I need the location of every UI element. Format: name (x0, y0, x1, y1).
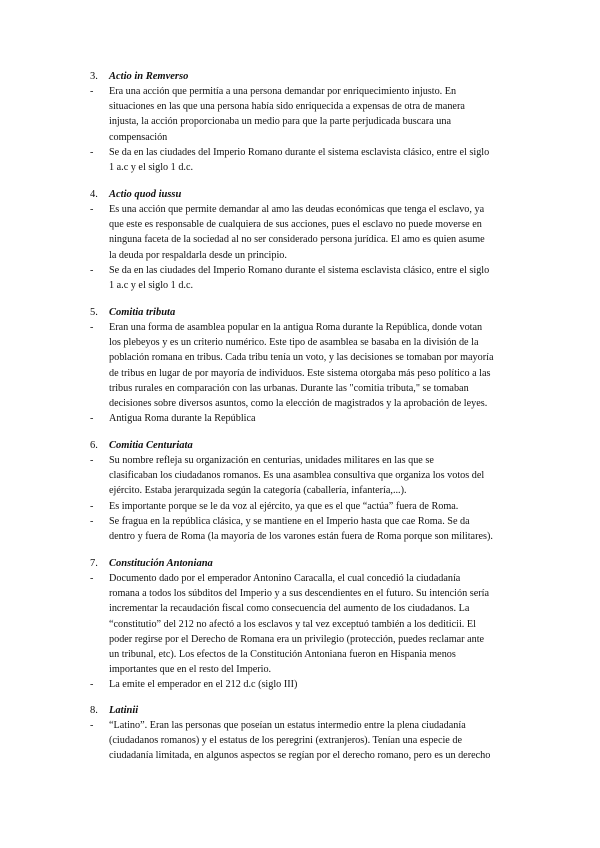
section-heading (90, 305, 520, 320)
bullet-item (90, 499, 520, 514)
bullet-item (90, 202, 520, 263)
section-heading (90, 438, 520, 453)
bullet-text-line: 1 a.c y el siglo 1 d.c. (109, 162, 194, 174)
bullet-text-line: población romana en tribus. Cada tribu tenía un voto, y las decisiones se tomaban por mayoría (109, 352, 494, 364)
bullet-text-line: los plebeyos y es un criterio numérico. Este tipo de asamblea se basaba en la división de la (109, 337, 479, 349)
section-title: Comitia Centuriata (109, 440, 193, 451)
bullet-item (90, 571, 520, 677)
bullet-dash: - (90, 204, 94, 215)
bullet-text-line: Eran una forma de asamblea popular en la antigua Roma durante la República, donde votan (109, 322, 483, 333)
bullet-item (90, 453, 520, 499)
section-number: 6. (90, 440, 98, 451)
bullet-text-line: Se da en las ciudades del Imperio Romano durante el sistema esclavista clásico, entre el siglo (109, 146, 490, 158)
section-heading (90, 187, 520, 202)
bullet-dash: - (90, 679, 94, 691)
bullet-item (90, 263, 520, 293)
bullet-text-line: incrementar la recaudación fiscal como consecuencia del aumento de los ciudadanos. La (109, 603, 470, 615)
section-number: 3. (90, 71, 98, 82)
section-title: Comitia tributa (109, 307, 176, 318)
bullet-text-line: Su nombre refleja su organización en centurias, unidades militares en las que se (109, 455, 434, 466)
section-number: 5. (90, 307, 98, 318)
bullet-text-line: (ciudadanos romanos) y el estatus de los peregrini (extranjeros). Tenían una especie de (109, 735, 462, 747)
bullet-text-line: ciudadanía limitada, en algunos aspectos se regían por el derecho romano, pero es un derecho (109, 750, 491, 762)
bullet-text-line: situaciones en las que una persona había sido enriquecida a expensas de otra de manera (109, 101, 465, 113)
bullet-text-line: poder regirse por el Derecho de Romana era un privilegio (protección, puedes reclamar ante (109, 633, 485, 645)
section-comitia-tributa (90, 305, 520, 426)
section-latinii (90, 703, 520, 764)
section-heading (90, 556, 520, 571)
section-actio-in-remverso (90, 69, 520, 175)
bullet-text-line: Era una acción que permitía a una persona demandar por enriquecimiento injusto. En (109, 86, 457, 97)
section-actio-quod-iussu (90, 187, 520, 293)
bullet-text-line: “constitutio” del 212 no afectó a los esclavos y tal vez exceptuó también a los dediticii. El (109, 618, 476, 630)
bullet-item (90, 514, 520, 544)
bullet-text-line: Antigua Roma durante la República (109, 413, 256, 425)
bullet-text-line: 1 a.c y el siglo 1 d.c. (109, 280, 194, 292)
bullet-text-line: Se da en las ciudades del Imperio Romano durante el sistema esclavista clásico, entre el siglo (109, 264, 490, 276)
bullet-dash: - (90, 322, 94, 333)
bullet-dash: - (90, 573, 94, 584)
section-number: 4. (90, 189, 98, 200)
bullet-item (90, 718, 520, 764)
bullet-text-line: Es importante porque se le da voz al ejército, ya que es el que “actúa” fuera de Roma. (109, 500, 459, 512)
bullet-text-line: Documento dado por el emperador Antonino Caracalla, el cual concedió la ciudadanía (109, 573, 461, 584)
bullet-text-line: Se fragua en la república clásica, y se mantiene en el Imperio hasta que cae Roma. Se da (109, 515, 470, 527)
bullet-dash: - (90, 146, 94, 158)
bullet-dash: - (90, 86, 94, 97)
bullet-item (90, 320, 520, 411)
bullet-item (90, 145, 520, 175)
bullet-text-line: compensación (109, 131, 168, 143)
bullet-item (90, 411, 520, 426)
bullet-item (90, 677, 520, 692)
bullet-text-line: dentro y fuera de Roma (la mayoría de los varones están fuera de Roma porque son militares). (109, 531, 493, 543)
bullet-dash: - (90, 413, 94, 425)
section-title: Actio quod iussu (109, 189, 182, 200)
section-constitucion-antoniana (90, 556, 520, 693)
section-number: 8. (90, 705, 98, 716)
bullet-dash: - (90, 515, 94, 527)
bullet-text-line: ninguna faceta de la sociedad al no ser considerado persona jurídica. El amo es quien asume (109, 234, 485, 246)
bullet-dash: - (90, 500, 94, 512)
bullet-text-line: un tribunal, etc). Los efectos de la Constitución Antoniana fueron en Hispania menos (109, 649, 456, 661)
bullet-text-line: injusta, la acción proporcionaba un medio para que la parte perjudicada buscara una (109, 116, 451, 128)
bullet-item (90, 84, 520, 145)
bullet-dash: - (90, 720, 94, 731)
bullet-text-line: tribus rurales en comparación con las urbanas. Durante las "comitia tributa," se tomaban (109, 382, 469, 394)
section-heading (90, 703, 520, 718)
bullet-text-line: romana a todos los súbditos del Imperio y a sus descendientes en el futuro. Su intención sería (109, 588, 489, 600)
section-title: Latinii (109, 705, 139, 716)
bullet-text-line: “Latino”. Eran las personas que poseían un estatus intermedio entre la plena ciudadanía (109, 720, 466, 731)
section-title: Actio in Remverso (109, 71, 189, 82)
bullet-text-line: clasificaban los ciudadanos romanos. Es una asamblea consultiva que organiza los votos del (109, 470, 485, 482)
bullet-text-line: Es una acción que permite demandar al amo las deudas económicas que tenga el esclavo, ya (109, 204, 485, 215)
bullet-dash: - (90, 264, 94, 276)
bullet-dash: - (90, 455, 94, 466)
bullet-text-line: decisiones sobre diversos asuntos, como la elección de magistrados y la aprobación de leyes. (109, 398, 488, 410)
section-comitia-centuriata (90, 438, 520, 544)
section-title: Constitución Antoniana (109, 558, 213, 569)
bullet-text-line: de tribus en lugar de por mayoría de individuos. Este sistema otorgaba más peso político a las (109, 367, 491, 379)
section-number: 7. (90, 558, 98, 569)
bullet-text-line: importantes que en el resto del Imperio. (109, 664, 272, 676)
bullet-text-line: la deuda por respaldarla desde un principio. (109, 249, 287, 261)
bullet-text-line: ejército. Estaba jerarquizada según la categoría (caballería, infantería,...). (109, 485, 407, 497)
section-heading (90, 69, 520, 84)
bullet-text-line: La emite el emperador en el 212 d.c (siglo III) (109, 679, 298, 691)
bullet-text-line: que este es responsable de cualquiera de sus acciones, pues el esclavo no puede moverse en (109, 219, 482, 231)
